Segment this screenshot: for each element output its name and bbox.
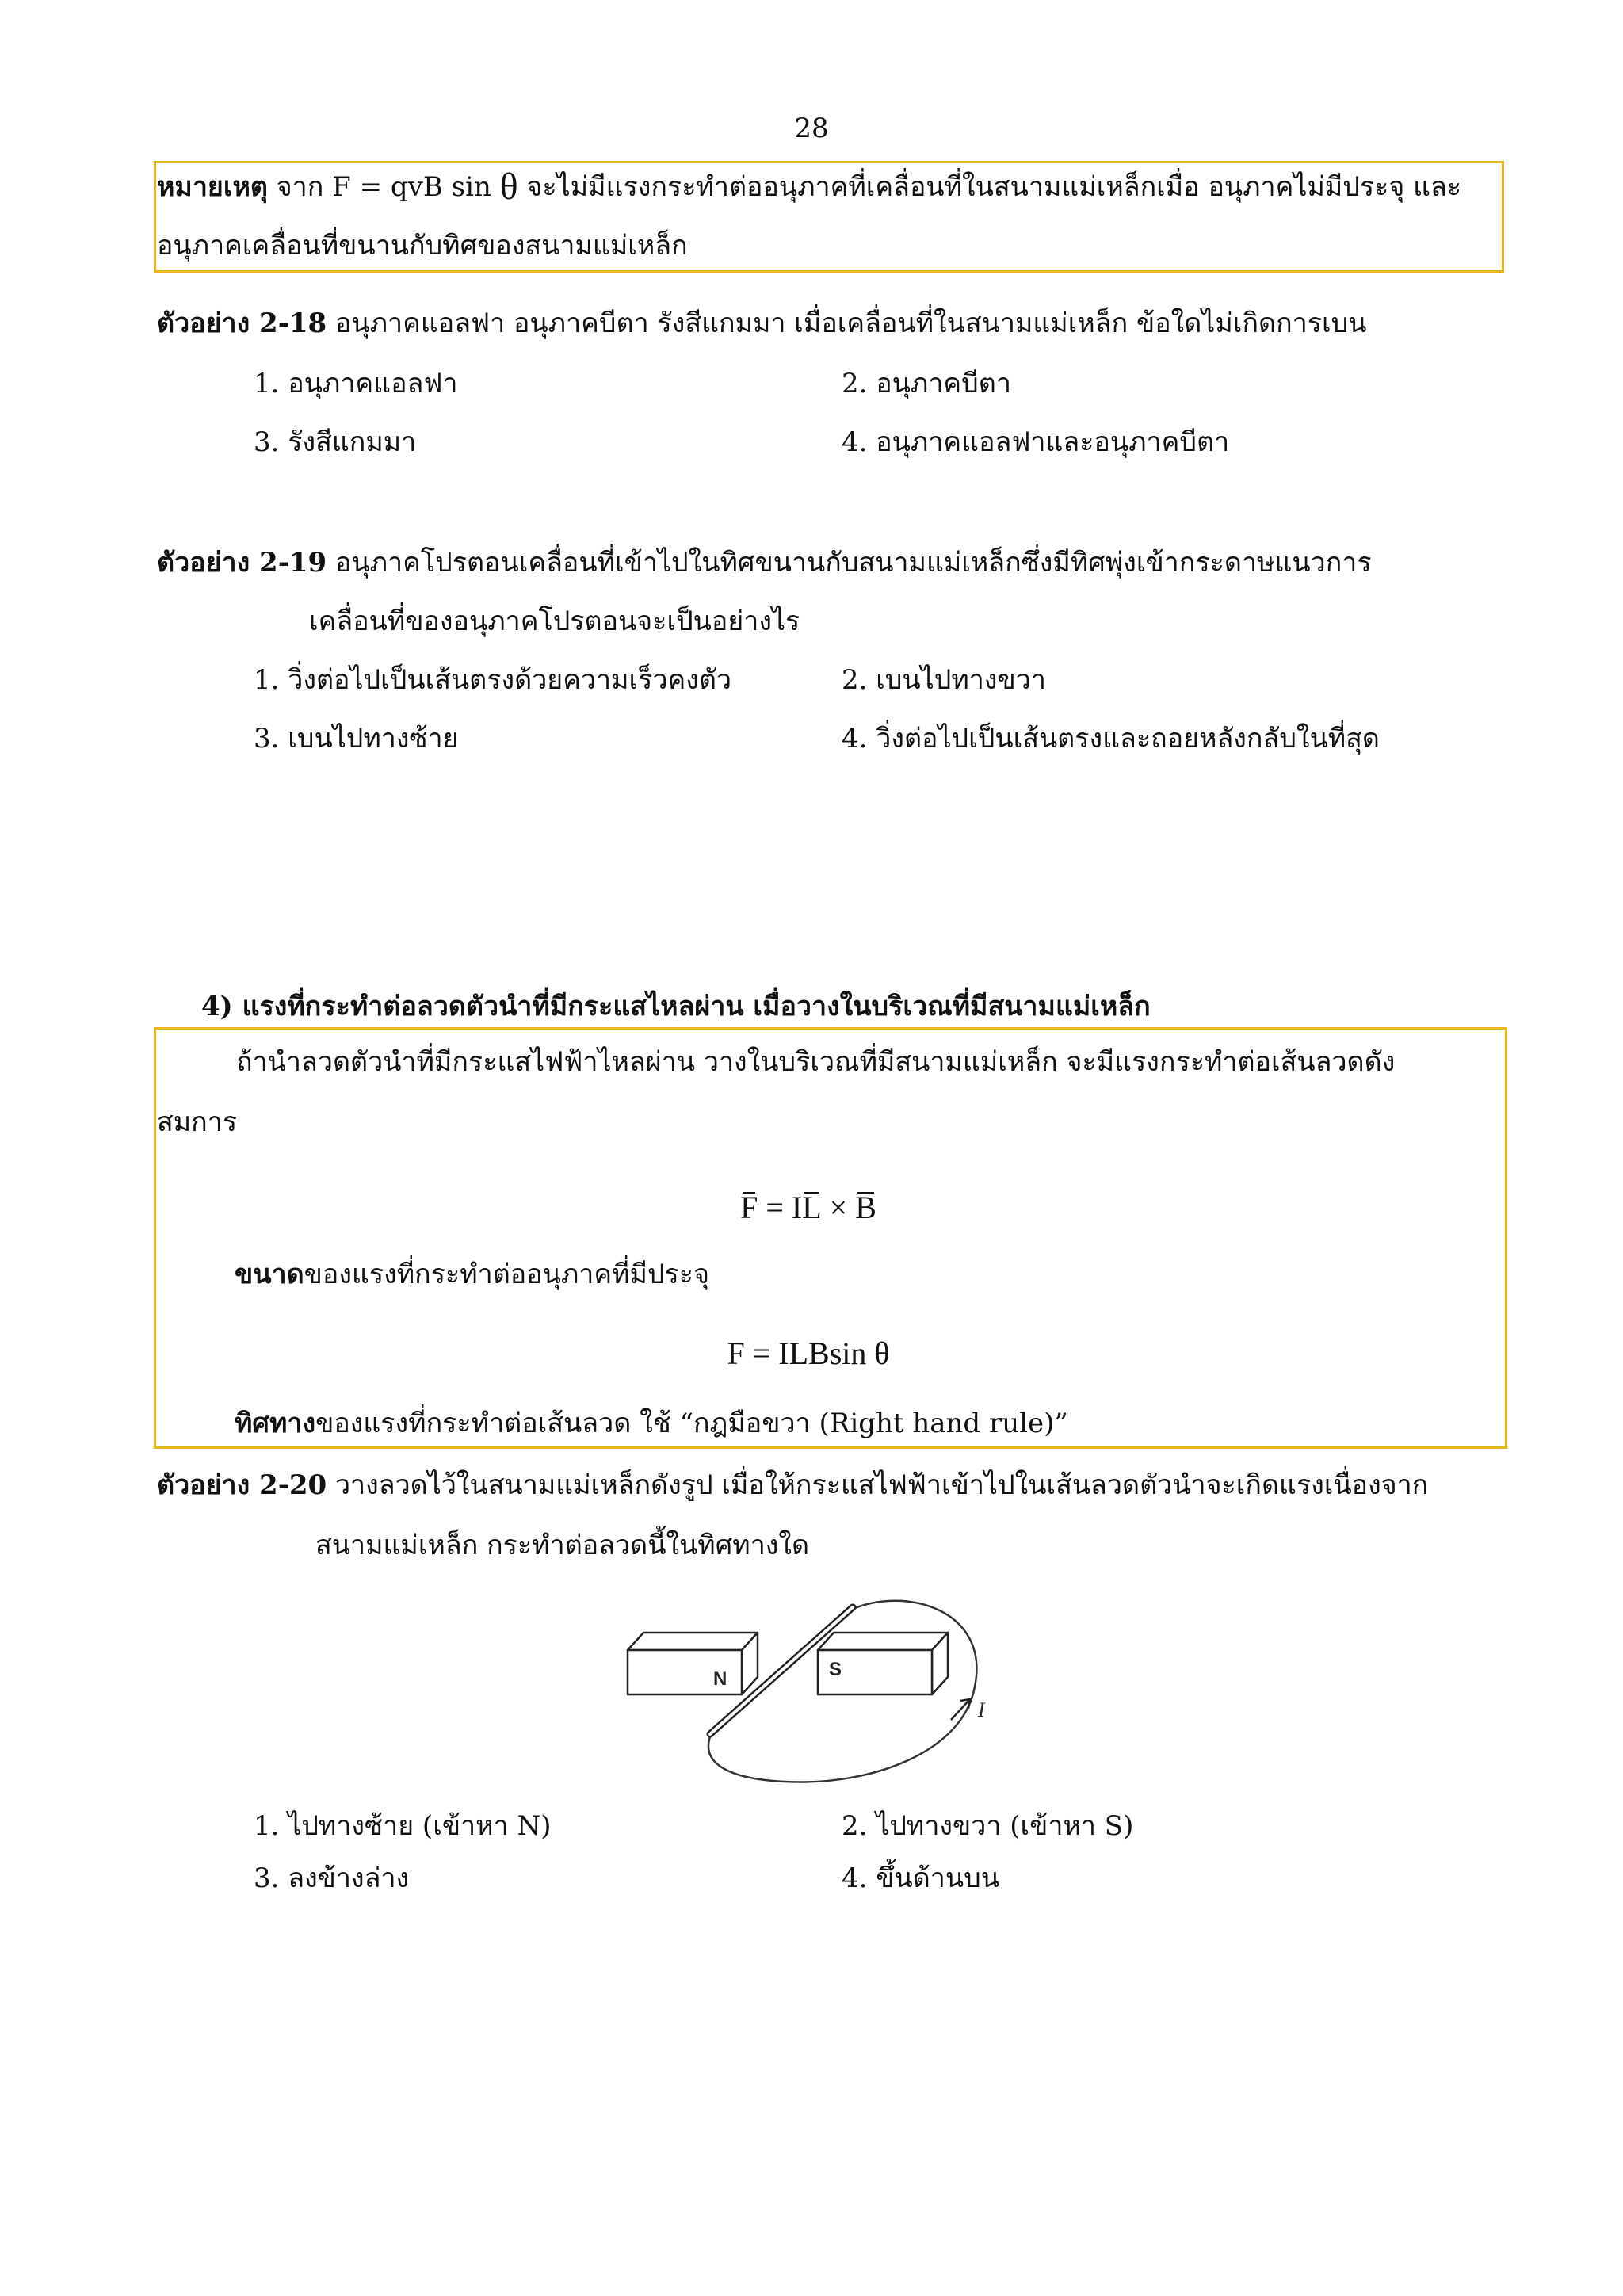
- equation-force-magnitude: [697, 1335, 919, 1372]
- section-4-paragraph-1: ถ้านำลวดตัวนำที่มีกระแสไฟฟ้าไหลผ่าน วางในบริเวณที่มีสนามแม่เหล็ก จะมีแรงกระทำต่อเส้นลวดดัง: [236, 1046, 1396, 1078]
- direction-label: ทิศทาง: [235, 1408, 316, 1439]
- example-2-19-choice-2: 2. เบนไปทางขวา: [842, 664, 1046, 696]
- example-2-20-choice-4: 4. ขึ้นด้านบน: [842, 1862, 999, 1894]
- example-2-18-choice-2: 2. อนุภาคบีตา: [842, 368, 1011, 399]
- example-2-18-question: [157, 306, 1367, 341]
- section-4-heading: [201, 989, 1151, 1024]
- example-2-20-label: ตัวอย่าง 2-20: [157, 1469, 327, 1501]
- note-label: หมายเหตุ: [157, 171, 268, 203]
- example-2-18-choice-4: 4. อนุภาคแอลฟาและอนุภาคบีตา: [842, 426, 1230, 458]
- north-label: N: [713, 1668, 727, 1690]
- south-magnet-top: [818, 1633, 948, 1650]
- example-2-18-label: ตัวอย่าง 2-18: [157, 308, 327, 339]
- example-2-18-choice-1: 1. อนุภาคแอลฟา: [254, 368, 458, 399]
- example-2-19-text-2: เคลื่อนที่ของอนุภาคโปรตอนจะเป็นอย่างไร: [309, 606, 800, 637]
- current-label: I: [978, 1698, 985, 1721]
- example-2-20-choice-2: 2. ไปทางขวา (เข้าหา S): [842, 1810, 1134, 1842]
- north-magnet-top: [628, 1633, 758, 1650]
- magnitude-text: ของแรงที่กระทำต่ออนุภาคที่มีประจุ: [304, 1259, 709, 1290]
- theta-symbol: θ: [499, 166, 518, 208]
- magnet-wire-figure: [618, 1593, 999, 1799]
- vector-B: B: [855, 1190, 876, 1225]
- eq-part-1: = I: [758, 1190, 803, 1225]
- example-2-20-text-1: วางลวดไว้ในสนามแม่เหล็กดังรูป เมื่อให้กระแสไฟฟ้าเข้าไปในเส้นลวดตัวนำจะเกิดแรงเนื่องจาก: [327, 1469, 1429, 1501]
- magnitude-label: ขนาด: [235, 1259, 304, 1290]
- section-4-heading-text: 4) แรงที่กระทำต่อลวดตัวนำที่มีกระแสไหลผ่าน เมื่อวางในบริเวณที่มีสนามแม่เหล็ก: [201, 991, 1151, 1022]
- eq2-text: F = ILBsin: [727, 1335, 875, 1371]
- note-text-pre: จาก F = qvB sin: [267, 171, 500, 203]
- formula-box: [154, 1027, 1507, 1449]
- south-label: S: [829, 1659, 842, 1680]
- direction-text: ของแรงที่กระทำต่อเส้นลวด ใช้ “กฎมือขวา (Right hand rule)”: [315, 1408, 1068, 1439]
- magnitude-line: [235, 1257, 709, 1292]
- vector-L: L: [802, 1190, 822, 1225]
- note-text-post: จะไม่มีแรงกระทำต่ออนุภาคที่เคลื่อนที่ในสนามแม่เหล็กเมื่อ อนุภาคไม่มีประจุ และ: [517, 171, 1462, 203]
- example-2-19-text-1: อนุภาคโปรตอนเคลื่อนที่เข้าไปในทิศขนานกับสนามแม่เหล็กซึ่งมีทิศพุ่งเข้ากระดาษแนวการ: [327, 547, 1372, 579]
- example-2-19-label: ตัวอย่าง 2-19: [157, 547, 327, 579]
- example-2-20-choice-3: 3. ลงข้างล่าง: [254, 1862, 410, 1894]
- example-2-20-text-2: สนามแม่เหล็ก กระทำต่อลวดนี้ในทิศทางใด: [315, 1530, 810, 1561]
- note-line-1: [157, 166, 1462, 208]
- example-2-19-choice-4: 4. วิ่งต่อไปเป็นเส้นตรงและถอยหลังกลับในที่สุด: [842, 723, 1381, 755]
- eq-part-2: ×: [821, 1190, 856, 1225]
- direction-line: [235, 1406, 1068, 1441]
- example-2-18-choice-3: 3. รังสีแกมมา: [254, 426, 417, 458]
- example-2-19-question: [157, 545, 1372, 580]
- example-2-19-choice-1: 1. วิ่งต่อไปเป็นเส้นตรงด้วยความเร็วคงตัว: [254, 664, 732, 696]
- equation-vector-force: [713, 1189, 903, 1226]
- example-2-20-choice-1: 1. ไปทางซ้าย (เข้าหา N): [254, 1810, 552, 1842]
- example-2-19-choice-3: 3. เบนไปทางซ้าย: [254, 723, 459, 755]
- eq2-theta: θ: [874, 1335, 890, 1371]
- example-2-18-text: อนุภาคแอลฟา อนุภาคบีตา รังสีแกมมา เมื่อเคลื่อนที่ในสนามแม่เหล็ก ข้อใดไม่เกิดการเบน: [327, 308, 1367, 339]
- note-line-2: อนุภาคเคลื่อนที่ขนานกับทิศของสนามแม่เหล็ก: [157, 230, 688, 262]
- example-2-20-question: [157, 1468, 1428, 1503]
- vector-F: F: [740, 1190, 758, 1225]
- section-4-paragraph-2: สมการ: [157, 1106, 238, 1138]
- page-number: 28: [794, 113, 829, 144]
